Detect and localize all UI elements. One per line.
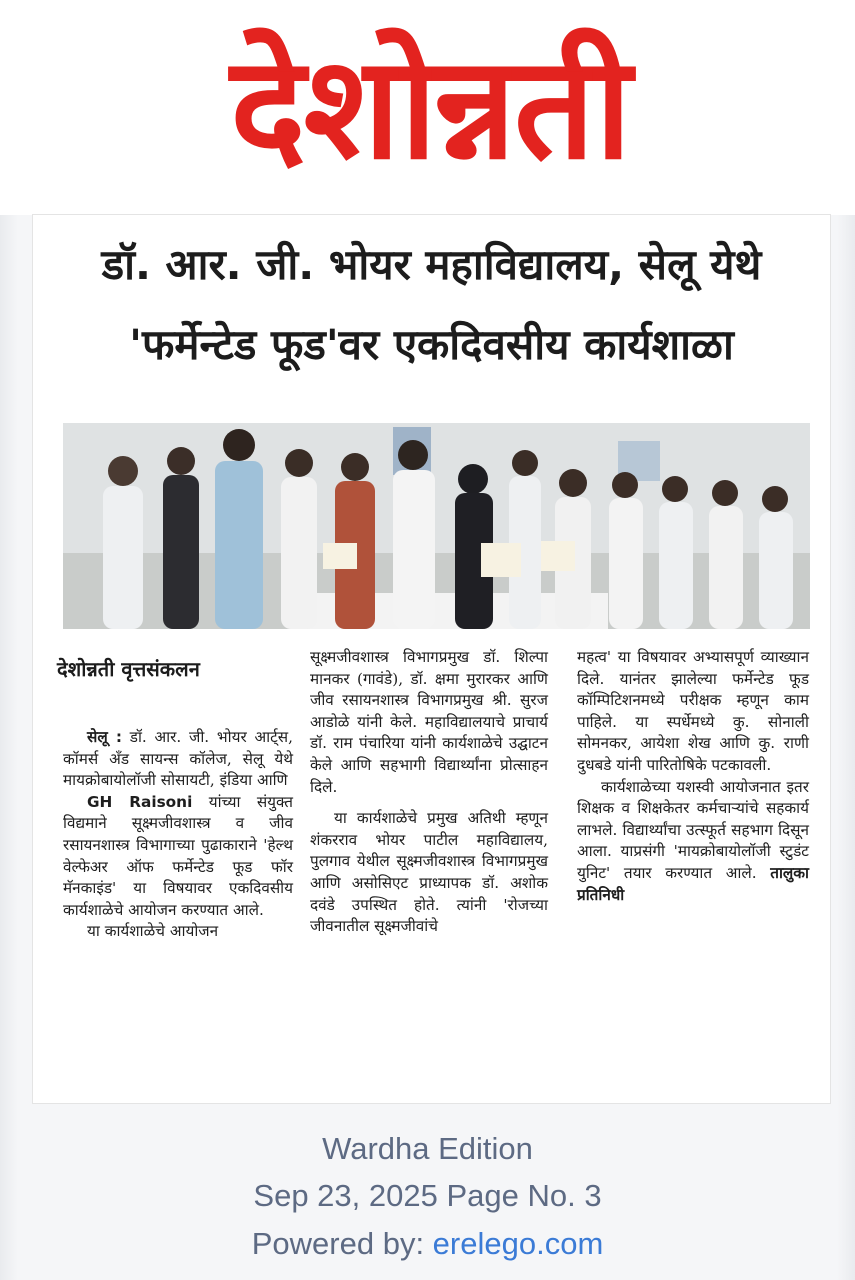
paragraph: सूक्ष्मजीवशास्त्र विभागप्रमुख डॉ. शिल्पा मानकर (गावंडे), डॉ. क्षमा मुरारकर आणि जीव रसायनशास्त्र विभागप्रमुख श्री. सुरज आडोळे यांनी केले. महाविद्यालयाचे प्राचार्य डॉ. राम पंचारिया यांनी कार्यशाळेचे उद्घाटन केले आणि सहभागी विद्यार्थ्यांना प्रोत्साहन दिले. bbox=[310, 648, 548, 796]
paragraph bbox=[63, 727, 293, 792]
paragraph-text: डॉ. आर. जी. भोयर आर्ट्स, कॉमर्स अँड सायन्स कॉलेज, सेलू येथे मायक्रोबायोलॉजी सोसायटी, इंडिया आणि bbox=[63, 728, 293, 790]
edition-label: Wardha Edition bbox=[322, 1131, 533, 1166]
paragraph: महत्व' या विषयावर अभ्यासपूर्ण व्याख्यान दिले. यानंतर झालेल्या फर्मेन्टेड फूड कॉम्पिटिशनमध्ये परीक्षक म्हणून काम पाहिले. या स्पर्धेमध्ये कु. सोनाली सोमनकर, आयेशा शेख आणि कु. राणी दुधबडे यांनी पारितोषिके पटकावली. bbox=[577, 648, 809, 774]
paragraph bbox=[63, 792, 293, 922]
headline-line-1: डॉ. आर. जी. भोयर महाविद्यालय, सेलू येथे bbox=[101, 240, 762, 289]
byline: देशोन्नती वृत्तसंकलन bbox=[57, 657, 200, 681]
paragraph-text: कार्यशाळेच्या यशस्वी आयोजनात इतर शिक्षक व शिक्षकेतर कर्मचाऱ्यांचे सहकार्य लाभले. विद्यार्थ्यांचा उत्स्फूर्त सहभाग दिसून आला. याप्रसंगी 'मायक्रोबायोलॉजी स्टुडंट युनिट' तयार करण्यात आले. bbox=[577, 777, 809, 882]
newspaper-masthead bbox=[0, 0, 855, 215]
group-photo bbox=[63, 423, 810, 629]
date-page-label: Sep 23, 2025 Page No. 3 bbox=[253, 1178, 602, 1213]
article-column-3 bbox=[577, 647, 809, 906]
powered-by bbox=[0, 1226, 855, 1262]
article-column-2 bbox=[310, 647, 548, 938]
signoff: तालुका प्रतिनिधी bbox=[577, 863, 809, 904]
paragraph: या कार्यशाळेचे प्रमुख अतिथी म्हणून शंकरराव भोयर पाटील महाविद्यालय, पुलगाव येथील सूक्ष्मजीवशास्त्र विभागप्रमुख आणि असोसिएट प्राध्यापक डॉ. अशोक दवंडे उपस्थित होते. त्यांनी 'रोजच्या जीवनातील सूक्ष्मजीवांचे bbox=[310, 809, 548, 936]
paragraph: या कार्यशाळेचे आयोजन bbox=[87, 922, 219, 941]
group-photo-illustration bbox=[63, 423, 810, 629]
erelego-link[interactable]: erelego.com bbox=[432, 1226, 604, 1261]
news-clipping bbox=[33, 215, 830, 1103]
masthead-logo: देशोन्नती bbox=[230, 26, 630, 191]
brand-name: GH Raisoni bbox=[87, 792, 193, 811]
headline-line-2: 'फर्मेन्टेड फूड'वर एकदिवसीय कार्यशाळा bbox=[129, 320, 734, 369]
powered-by-prefix: Powered by: bbox=[251, 1226, 433, 1261]
dateline: सेलू : bbox=[87, 728, 123, 746]
article-column-1 bbox=[63, 727, 293, 943]
paragraph bbox=[577, 777, 809, 907]
paragraph-text: यांच्या संयुक्त विद्यमाने सूक्ष्मजीवशास्त्र व जीव रसायनशास्त्र विभागाच्या पुढाकाराने 'हेल्थ वेल्फेअर ऑफ फर्मेन्टेड फूड फॉर मॅनकाइंड' या विषयावर एकदिवसीय कार्यशाळेचे आयोजन करण्यात आले. bbox=[63, 792, 293, 919]
